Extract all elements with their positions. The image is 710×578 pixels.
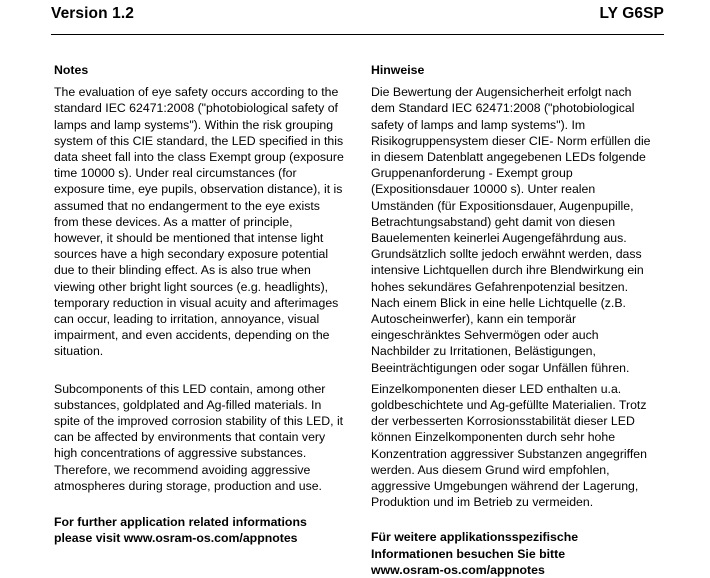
notes-column-german <box>371 62 671 578</box>
notes-column-english <box>54 62 354 546</box>
product-code: LY G6SP <box>599 5 664 22</box>
hinweise-title: Hinweise <box>371 63 425 77</box>
eye-safety-paragraph: The evaluation of eye safety occurs according to the standard IEC 62471:2008 ("photobiological safety of lamps and lamp systems"). Within the risk grouping system of this CIE standard, the LED specified in this data sheet fall into the class Exempt group (exposure time 10000 s). Under real circumstances (for exposure time, eye pupils, observation distance), it is assumed that no endangerment to the eye exists from these devices. As a matter of principle, however, it should be mentioned that intense light sources have a high secondary exposure potential due to their blinding effect. As is also true when viewing other bright light sources (e.g. headlights), temporary reduction in visual acuity and afterimages can occur, leading to irritation, annoyance, visual impairment, and even accidents, depending on the situation. <box>54 85 344 359</box>
subcomponents-paragraph: Subcomponents of this LED contain, among other substances, goldplated and Ag-filled materials. In spite of the improved corrosion stability of this LED, it can be affected by environments that contain very high concentrations of aggressive substances. Therefore, we recommend avoiding aggressive atmospheres during storage, production and use. <box>54 381 344 493</box>
augensicherheit-paragraph: Die Bewertung der Augensicherheit erfolgt nach dem Standard IEC 62471:2008 ("photobiological safety of lamps and lamp systems"). Im Risikogruppensystem dieser CIE- Norm erfüllen die in diesem Datenblatt angegebenen LEDs folgende Gruppenanforderung - Exempt group (Expositionsdauer 10000 s). Unter realen Umständen (für Expositionsdauer, Augenpupille, Betrachtungsabstand) geht damit von diesen Bauelementen keinerlei Augengefährdung aus. Grundsätzlich sollte jedoch erwähnt werden, dass intensive Lichtquellen durch ihre Blendwirkung ein hohes sekundäres Gefahrenpotenzial besitzen. Nach einem Blick in eine helle Lichtquelle (z.B. Autoscheinwerfer), kann ein temporär eingeschränktes Sehvermögen oder auch Nachbilder zu Irritationen, Belästigungen, Beeinträchtigungen oder sogar Unfällen führen. <box>371 85 651 375</box>
notes-title: Notes <box>54 63 89 77</box>
einzelkomponenten-paragraph: Einzelkomponenten dieser LED enthalten u.a. goldbeschichtete und Ag-gefüllte Materialien. Trotz der verbesserten Korrosionsstabilität dieser LED können Einzelkomponenten durch sehr hohe Konzentration aggressiver Substanzen angegriffen werden. Aus diesem Grund wird empfohlen, aggressive Umgebungen während der Lagerung, Produktion und im Betrieb zu vermeiden. <box>371 381 647 510</box>
appnotes-footer: For further application related informations please visit www.osram-os.com/appnotes <box>54 515 307 546</box>
page-header <box>51 2 664 35</box>
appnotes-footer-german: Für weitere applikationsspezifische Informationen besuchen Sie bitte www.osram-os.com/appnotes <box>371 530 579 577</box>
version-label: Version 1.2 <box>51 5 134 22</box>
